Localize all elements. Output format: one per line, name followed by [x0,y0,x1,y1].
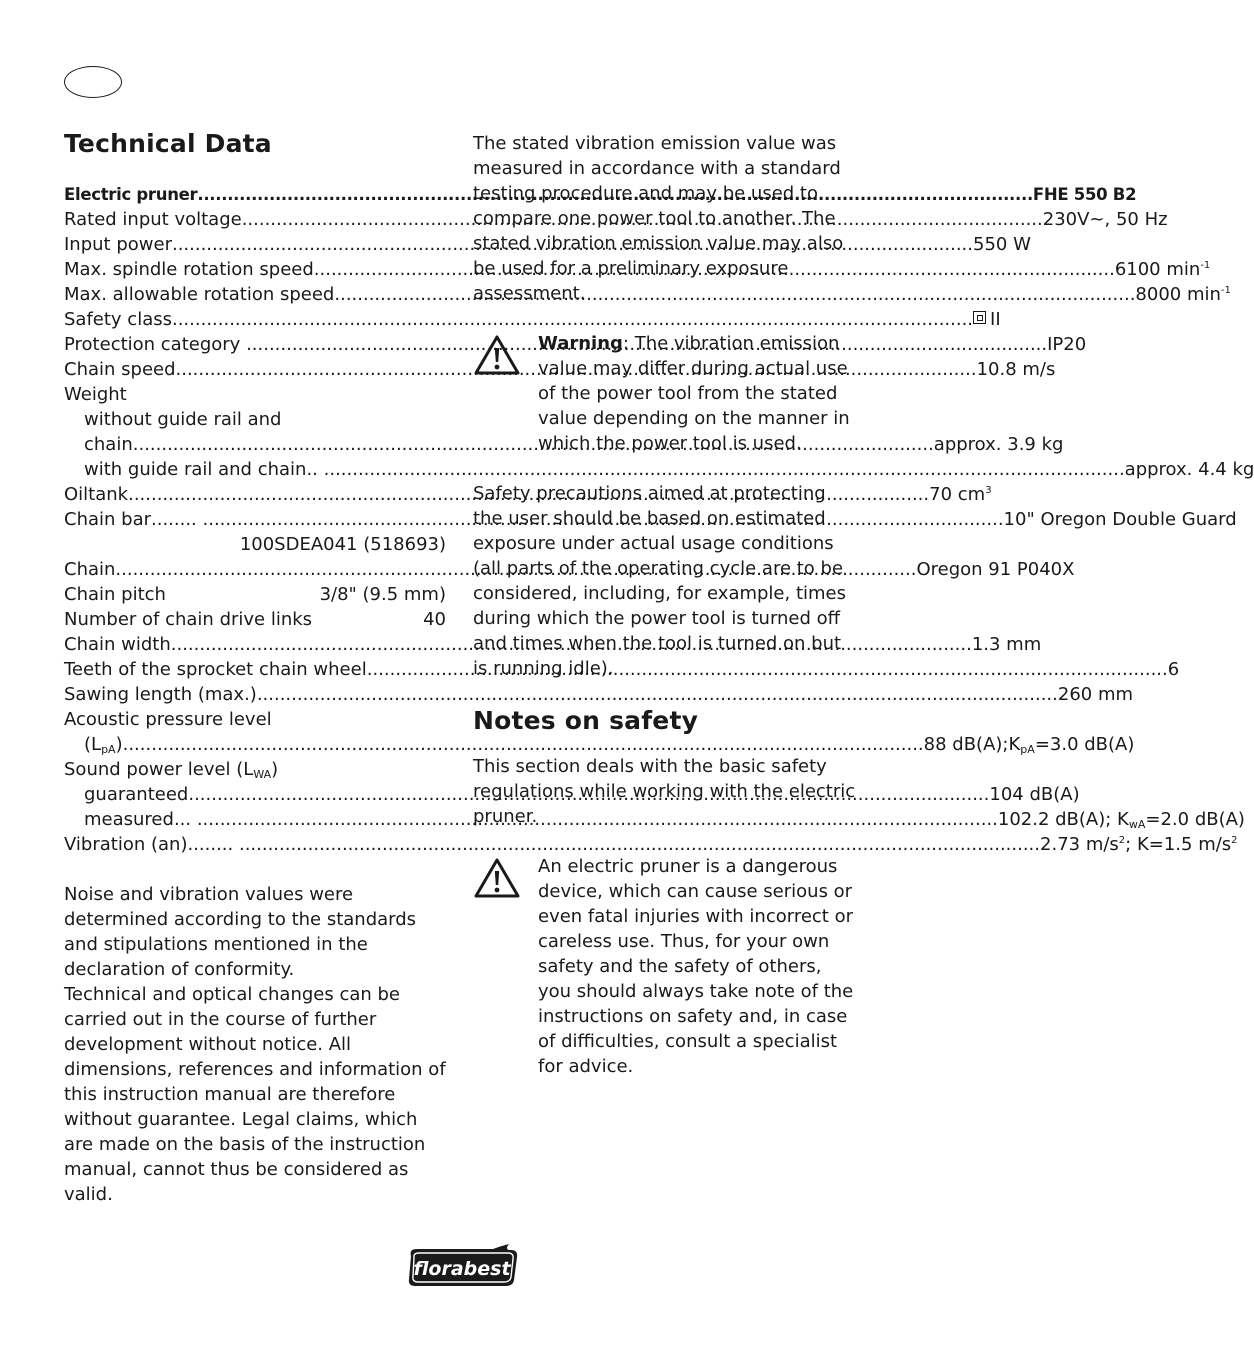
spec-row-rated-voltage: Rated input voltage ..... 230V~, 50 Hz [64,207,446,232]
vibration-warning-text: Warning: The vibration emission value may differ during actual use of the power tool from the stated value depending on the manner in which the power tool is used. [538,333,850,454]
spec-row-chain-pitch: Chain pitch 3/8" (9.5 mm) [64,584,446,605]
spec-row-protection: Protection category ..... IP20 [64,332,446,357]
spec-row-vibration: Vibration (an) ........ ..... 2.73 $m/s^2$; K=1.5 $m/s^2$ [64,832,446,857]
spec-row-weight-without-1: without guide rail and [84,409,282,430]
florabest-logo [405,1244,519,1294]
spec-row-chain-bar: Chain bar ........ ..... 10" Oregon Double Guard [64,507,446,532]
svg-text:florabest: florabest [413,1258,511,1280]
danger-warning [473,854,857,1079]
spec-row-chain-bar-2: 100SDEA041 (518693) [239,534,446,555]
spec-row-weight-with: with guide rail and chain .. ..... approx. 4.4 kg [64,457,446,482]
spec-row-product: Electric pruner ..... FHE 550 B2 [64,182,446,207]
vibration-warning [473,331,857,456]
spec-row-weight: Weight [64,384,127,405]
spec-row-acoustic-value: $(L_{pA})$ ..... 88 $dB(A);K_{pA}=3.0$ dB(A) [64,732,446,757]
safety-column [473,131,857,1079]
warning-triangle-icon [473,331,538,456]
spec-row-guaranteed: guaranteed ..... 104 dB(A) [64,782,446,807]
spec-row-max-spindle-speed: Max. spindle rotation speed ..... 6100 $\min^{-1}$ [64,257,446,282]
spec-row-acoustic: Acoustic pressure level [64,709,272,730]
technical-data-heading: Technical Data [64,129,272,158]
spec-row-chain: Chain ..... Oregon 91 P040X [64,557,446,582]
stated-value-paragraph: The stated vibration emission value was measured in accordance with a standard testing procedure and may be used to compare one power tool to another. The stated vibration emission value may also be used for a preliminary exposure assessment. [473,133,844,304]
notes-on-safety-heading: Notes on safety [473,706,699,735]
spec-row-drive-links: Number of chain drive links 40 [64,609,446,630]
spec-row-sound-power: Sound power level $(L_{WA})$ [64,759,279,781]
noise-paragraph: Noise and vibration values were determined according to the standards and stipulations mentioned in the declaration of conformity. [64,884,417,980]
spec-row-input-power: Input power ..... 550 W [64,232,446,257]
spec-row-max-allowable-speed: Max. allowable rotation speed ..... 8000 $\min^{-1}$ [64,282,446,307]
spec-row-weight-without-2: chain ..... approx. 3.9 kg [64,432,446,457]
language-badge [64,66,122,98]
double-insulation-icon [973,311,986,324]
spec-row-sprocket: Teeth of the sprocket chain wheel ..... 6 [64,657,446,682]
changes-paragraph: Technical and optical changes can be carried out in the course of further development without notice. All dimensions, references and information of this instruction manual are therefore without guarantee. Legal claims, which are made on the basis of the instruction manual, cannot thus be considered as valid. [64,984,446,1205]
spec-row-chain-width: Chain width ..... 1.3 mm [64,632,446,657]
safety-intro-paragraph: This section deals with the basic safety regulations while working with the electric pruner. [473,756,856,827]
spec-row-sawing-length: Sawing length (max.) ..... 260 mm [64,682,446,707]
danger-warning-text: An electric pruner is a dangerous device, which can cause serious or even fatal injuries with incorrect or careless use. Thus, for your own safety and the safety of others, you should always take note of the instructions on safety and, in case of difficulties, consult a specialist for advice. [538,856,854,1077]
spec-row-chain-speed: Chain speed ..... 10.8 m/s [64,357,446,382]
spec-row-measured: measured ... ..... 102.2 dB(A); $K_{wA}=2.0$ dB(A) [64,807,446,832]
precautions-paragraph: Safety precautions aimed at protecting the user should be based on estimated exposure under actual usage conditions (all parts of the operating cycle are to be considered, including, for example, times during which the power tool is turned off and times when the tool is turned on but is running idle). [473,483,846,679]
warning-triangle-icon [473,854,538,1079]
spec-row-oiltank: Oiltank ..... 70 $cm^3$ [64,482,446,507]
spec-row-safety-class: Safety class ..... II [64,307,446,332]
